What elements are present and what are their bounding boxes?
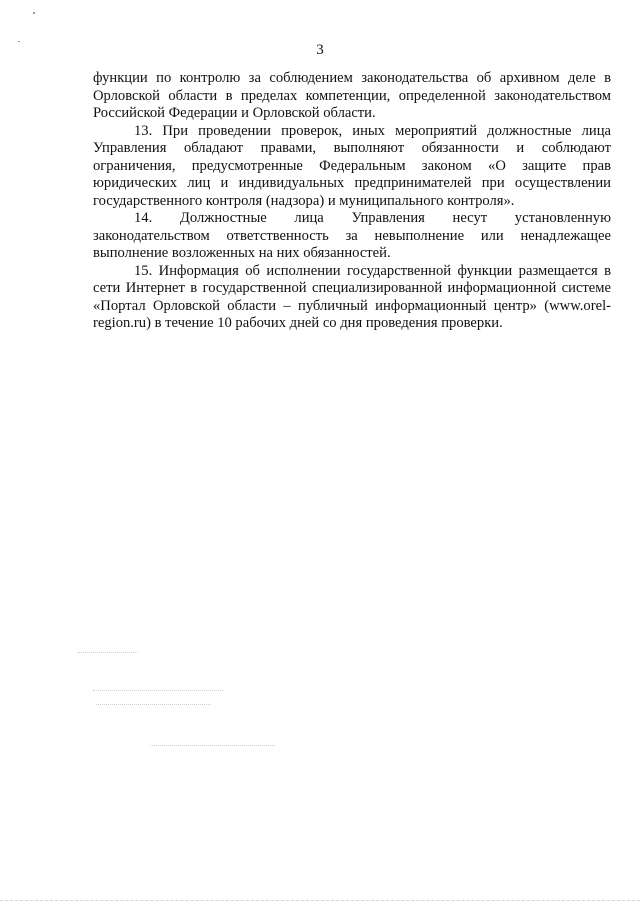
bleed-through-mark xyxy=(93,690,223,692)
scan-bottom-edge xyxy=(0,900,640,902)
page-number: 3 xyxy=(316,42,324,58)
paragraph-15: 15. Информация об исполнении государственной функции размещается в сети Интернет в государственной специализированной информационной системе «Портал Орловской области – публичный информационный центр» (www.orel-region.ru) в течение 10 рабочих дней со дня проведения проверки. xyxy=(93,262,611,331)
bleed-through-mark xyxy=(78,652,138,654)
paragraph-13: 13. При проведении проверок, иных мероприятий должностные лица Управления обладают правами, выполняют обязанности и соблюдают ограничения, предусмотренные Федеральным законом «О защите прав юридических лиц и индивидуальных предпринимателей при осуществлении государственного контроля (надзора) и муниципального контроля». xyxy=(93,122,611,209)
bleed-through-mark xyxy=(150,745,275,747)
scan-speck xyxy=(33,12,35,14)
paragraph-12-continued: функции по контролю за соблюдением законодательства об архивном деле в Орловской области в пределах компетенции, определенной законодательством Российской Федерации и Орловской области. xyxy=(93,70,611,121)
bleed-through-mark xyxy=(96,704,211,706)
paragraph-14: 14. Должностные лица Управления несут установленную законодательством ответственность за невыполнение или ненадлежащее выполнение возложенных на них обязанностей. xyxy=(93,210,611,261)
document-body xyxy=(93,70,611,333)
